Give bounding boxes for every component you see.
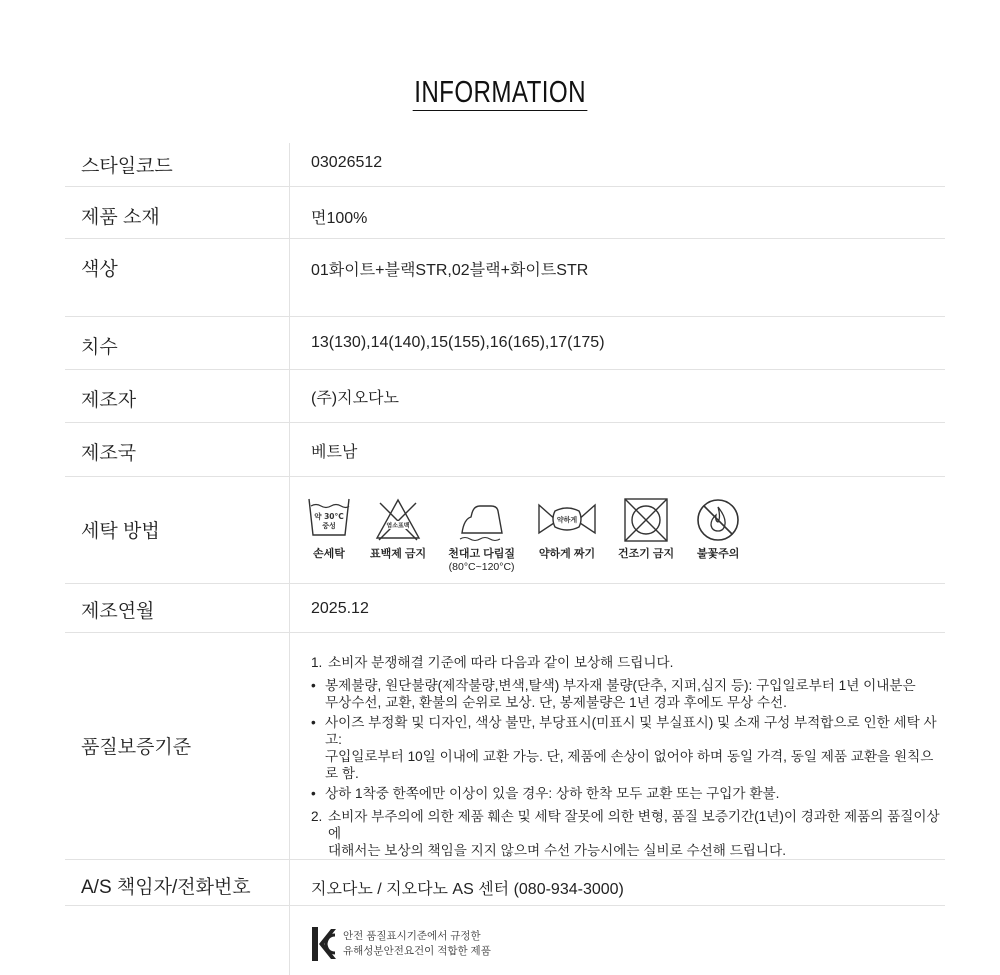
- no-bleach-text: 염소표백: [386, 522, 410, 529]
- wash-icons: [307, 477, 945, 573]
- table-row: [65, 186, 945, 238]
- row-label-wash: 세탁 방법: [65, 476, 290, 583]
- table-row: [65, 369, 945, 422]
- kc-text-line2: 유해성분안전요건이 적합한 제품: [343, 944, 491, 957]
- row-value-manufacturer: (주)지오다노: [290, 369, 946, 422]
- no-fire-icon: [695, 497, 741, 543]
- table-row: [65, 859, 945, 905]
- row-value-color: 01화이트+블랙STR,02블랙+화이트STR: [290, 238, 946, 316]
- wash-item: [307, 497, 351, 561]
- quality-bullet-2: • 사이즈 부정확 및 디자인, 색상 불만, 부당표시(미표시 및 부실표시) 및 소재 구성 부적합으로 인한 세탁 사고: 구입일로부터 10일 이내에 교환 가능. 단, 제품에 손상이 없어야 하며 동일 가격, 동일 제품 교환을 원칙으로 함.: [311, 714, 937, 781]
- quality-bullet-3: • 상하 1착중 한쪽에만 이상이 있을 경우: 상하 한착 모두 교환 또는 구입가 환불.: [311, 785, 780, 801]
- product-info-table: [65, 143, 945, 975]
- gentle-wring-text: 약하게: [556, 515, 578, 524]
- wash-item: [695, 497, 741, 561]
- hand-wash-icon: [307, 497, 351, 543]
- section-title-wrap: [0, 74, 1000, 111]
- row-label-color: 색상: [65, 238, 290, 316]
- row-value-wash: [290, 476, 946, 583]
- table-row: [65, 422, 945, 476]
- row-label-quality: 품질보증기준: [65, 632, 290, 859]
- wash-label: 약하게 짜기: [538, 547, 596, 560]
- wash-item: [537, 497, 597, 561]
- iron-icon: [458, 497, 506, 543]
- no-tumble-dry-icon: [622, 497, 670, 543]
- quality-text: [311, 633, 945, 859]
- table-row: [65, 583, 945, 632]
- wash-item: [370, 497, 426, 561]
- wash-label: 천대고 다림질: [448, 547, 515, 560]
- kc-certification: [311, 906, 945, 962]
- row-label-mfg-date: 제조연월: [65, 583, 290, 632]
- row-label-as: A/S 책임자/전화번호: [65, 859, 290, 905]
- gentle-wring-icon: [537, 497, 597, 543]
- row-label-manufacturer: 제조자: [65, 369, 290, 422]
- row-label-origin: 제조국: [65, 422, 290, 476]
- kc-text-line1: 안전 품질표시기준에서 규정한: [343, 929, 481, 942]
- wash-item: [448, 497, 515, 573]
- no-bleach-icon: [374, 497, 422, 543]
- wash-item: [618, 497, 674, 561]
- row-label-kc: [65, 905, 290, 975]
- table-row: [65, 476, 945, 583]
- row-label-material: 제품 소재: [65, 186, 290, 238]
- row-value-origin: 베트남: [290, 422, 946, 476]
- row-value-style-code: 03026512: [290, 143, 946, 186]
- kc-mark-icon: [311, 926, 337, 962]
- row-value-as: 지오다노 / 지오다노 AS 센터 (080-934-3000): [290, 859, 946, 905]
- wash-label: 불꽃주의: [696, 547, 740, 560]
- table-row: [65, 238, 945, 316]
- quality-bullet-1: • 봉제불량, 원단불량(제작불량,변색,탈색) 부자재 불량(단추, 지퍼,심지 등): 구입일로부터 1년 이내분은 무상수선, 교환, 환불의 순위로 보상. 단, 봉제불량은 1년 경과 후에도 무상 수선.: [311, 677, 916, 710]
- table-row: [65, 316, 945, 369]
- wash-sublabel: (80°C~120°C): [448, 560, 515, 573]
- row-label-size: 치수: [65, 316, 290, 369]
- row-value-size: 13(130),14(140),15(155),16(165),17(175): [290, 316, 946, 369]
- row-label-style-code: 스타일코드: [65, 143, 290, 186]
- section-title: INFORMATION: [414, 74, 586, 109]
- quality-item-1: 1. 소비자 분쟁해결 기준에 따라 다음과 같이 보상해 드립니다.: [311, 654, 674, 670]
- quality-item-2: 2. 소비자 부주의에 의한 제품 훼손 및 세탁 잘못에 의한 변형, 품질 보증기간(1년)이 경과한 제품의 품질이상에 대해서는 보상의 책임을 지지 않으며 수선 가능시에는 실비로 수선해 드립니다.: [311, 808, 940, 858]
- wash-label: 손세탁: [313, 547, 345, 560]
- wash-label: 건조기 금지: [618, 547, 675, 560]
- wash-label: 표백제 금지: [370, 547, 427, 560]
- table-row: [65, 632, 945, 859]
- row-value-quality: [290, 632, 946, 859]
- hand-wash-detergent: 중성: [322, 521, 336, 530]
- row-value-mfg-date: 2025.12: [290, 583, 946, 632]
- hand-wash-temp: 약 30°C: [314, 511, 344, 521]
- row-value-material: 면100%: [290, 186, 946, 238]
- table-row: [65, 905, 945, 975]
- table-row: [65, 143, 945, 186]
- row-value-kc: [290, 905, 946, 975]
